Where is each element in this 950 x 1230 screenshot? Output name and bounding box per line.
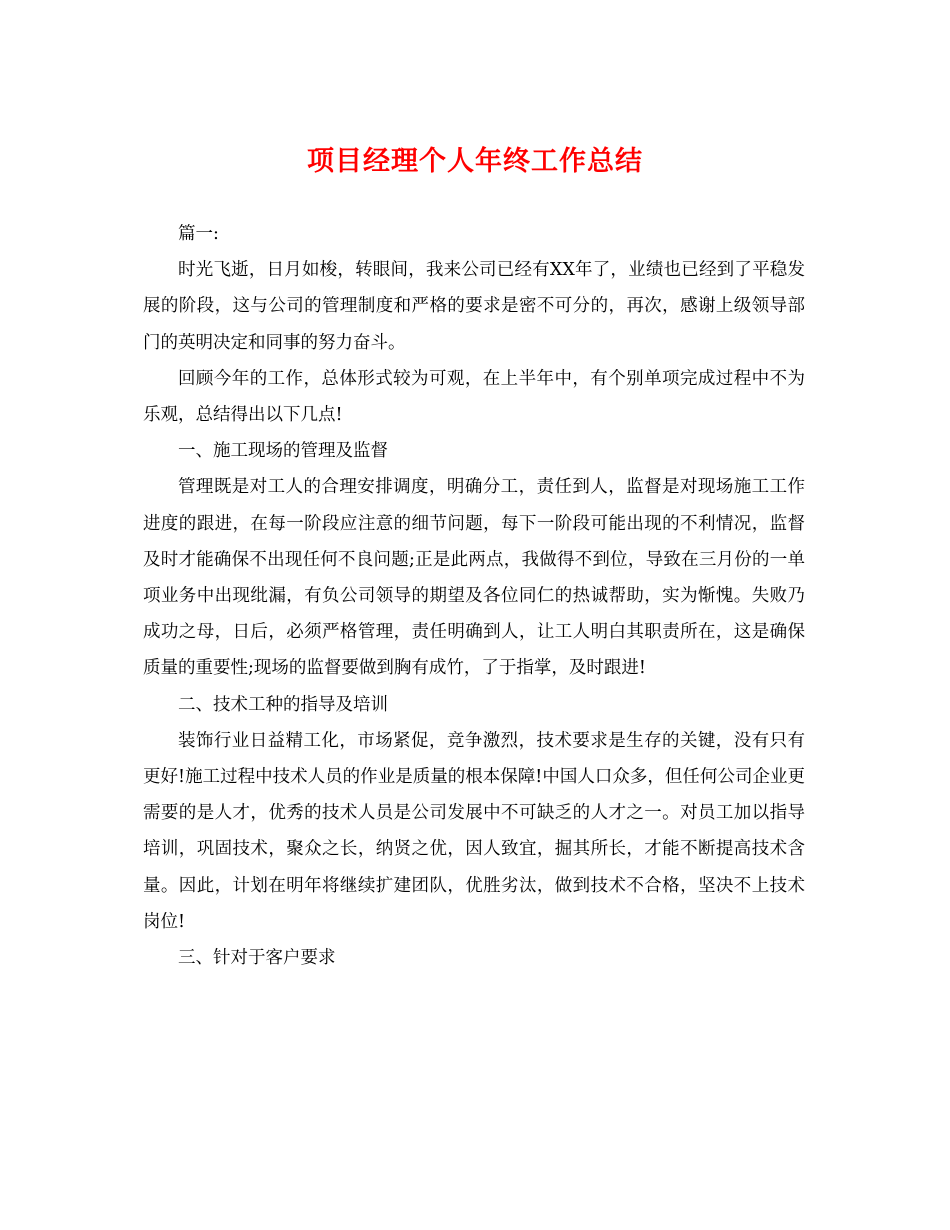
section-label: 篇一: (178, 224, 219, 244)
document-title: 项目经理个人年终工作总结 (307, 146, 643, 177)
heading-customer-requirements: 三、针对于客户要求 (178, 948, 336, 969)
site-management-paragraph: 管理既是对工人的合理安排调度，明确分工，责任到人，监督是对现场施工工作进度的跟进，在每一阶段应注意的细节问题，每下一阶段可能出现的不利情况，监督及时才能确保不出现任何不良问题;正是此两点，我做得不到位，导致在三月份的一单项业务中出现纰漏，有负公司领导的期望及各位同仁的热诚帮助，实为惭愧。失败乃成功之母，日后，必须严格管理，责任明确到人，让工人明白其职责所在，这是确保质量的重要性;现场的监督要做到胸有成竹，了于指掌，及时跟进! (143, 477, 805, 679)
technical-training-paragraph: 装饰行业日益精工化，市场紧促，竞争激烈，技术要求是生存的关键，没有只有更好!施工过程中技术人员的作业是质量的根本保障!中国人口众多，但任何公司企业更需要的是人才，优秀的技术人员是公司发展中不可缺乏的人才之一。对员工加以指导培训，巩固技术，聚众之长，纳贤之优，因人致宜，掘其所长，才能不断提高技术含量。因此，计划在明年将继续扩建团队，优胜劣汰，做到技术不合格，坚决不上技术岗位! (143, 730, 805, 932)
document-body (143, 216, 805, 976)
heading-technical-training: 二、技术工种的指导及培训 (178, 694, 388, 715)
intro-paragraph: 时光飞逝，日月如梭，转眼间，我来公司已经有XX年了，业绩也已经到了平稳发展的阶段，这与公司的管理制度和严格的要求是密不可分的，再次，感谢上级领导部门的英明决定和同事的努力奋斗。 (143, 260, 805, 353)
heading-site-management: 一、施工现场的管理及监督 (178, 441, 388, 462)
review-paragraph: 回顾今年的工作，总体形式较为可观，在上半年中，有个别单项完成过程中不为乐观，总结得出以下几点! (143, 368, 805, 426)
